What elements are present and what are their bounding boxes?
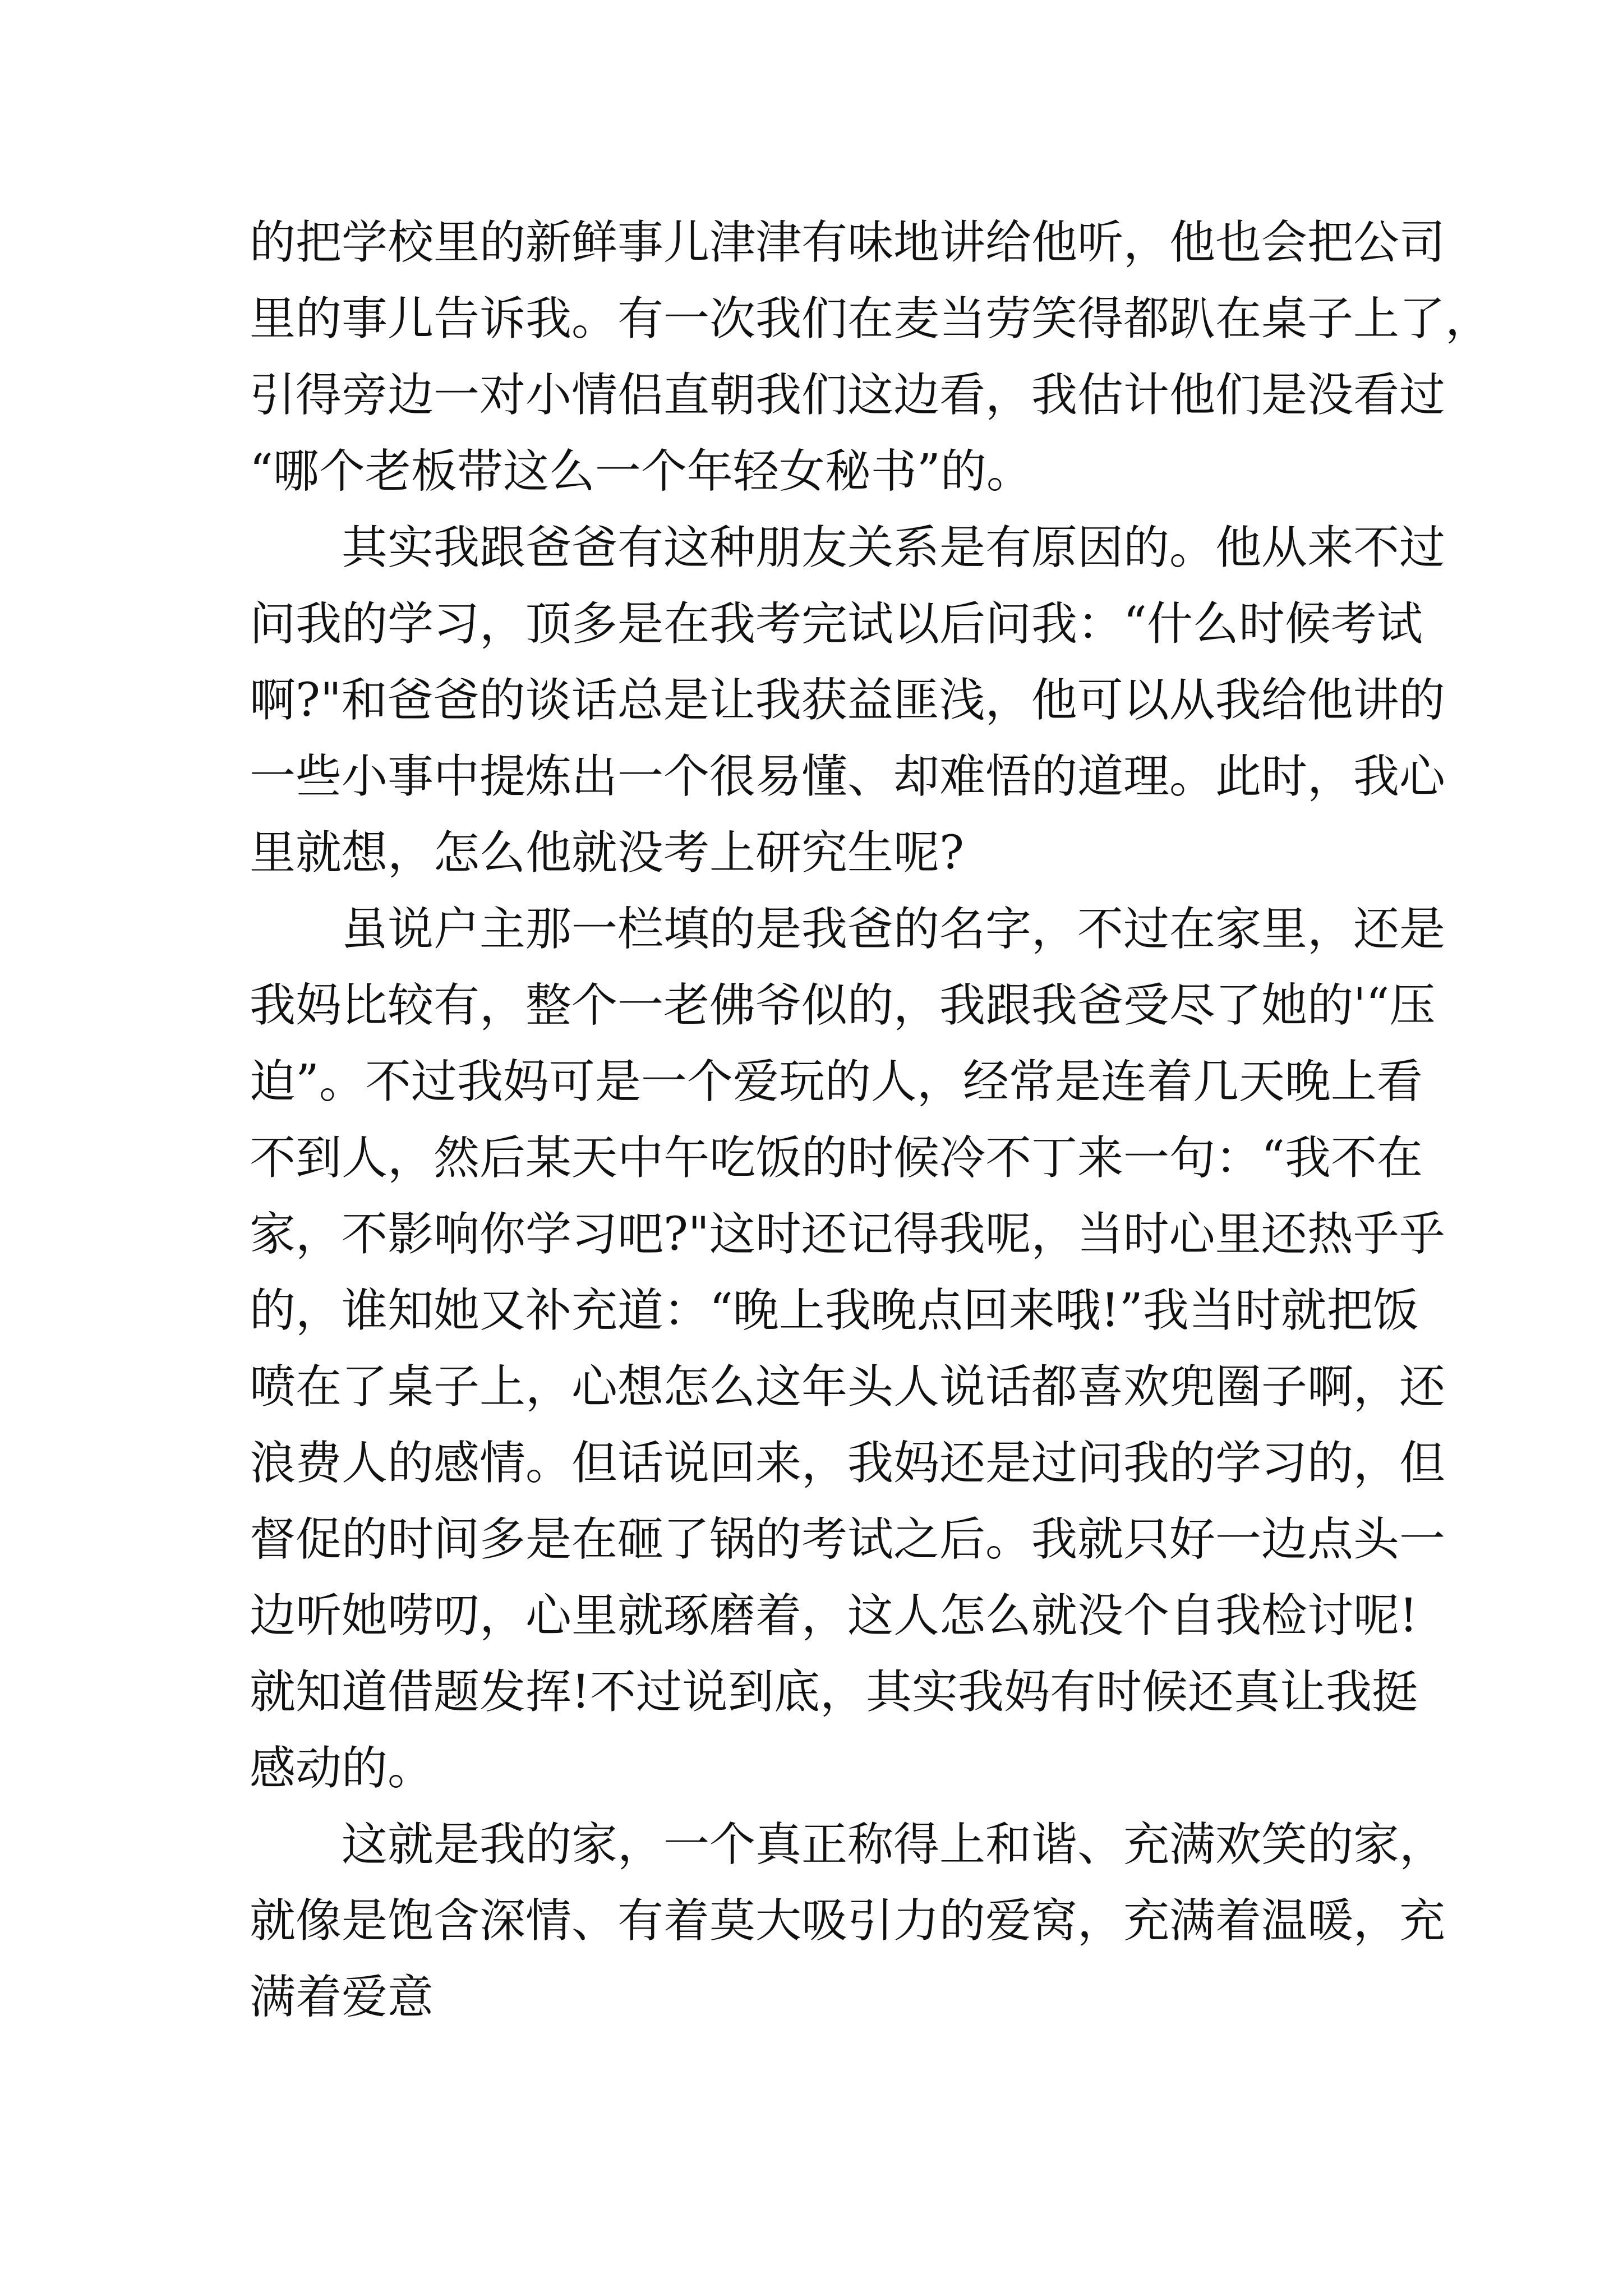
text-line: 的，谁知她又补充道：“晚上我晚点回来哦!”我当时就把饭 [250,1284,1419,1337]
text-line: 就像是饱含深情、有着莫大吸引力的爱窝，充满着温暖，充 [250,1894,1446,1948]
text-line: 一些小事中提炼出一个很易懂、却难悟的道理。此时，我心 [250,750,1446,803]
text-line: 里的事儿告诉我。有一次我们在麦当劳笑得都趴在桌子上了， [250,292,1492,346]
document-body-text [250,205,1492,2036]
text-line: 这就是我的家，一个真正称得上和谐、充满欢笑的家， [250,1818,1446,1871]
text-line: 我妈比较有，整个一老佛爷似的，我跟我爸受尽了她的'“压 [250,979,1436,1032]
text-line: 啊?"和爸爸的谈话总是让我获益匪浅，他可以从我给他讲的 [250,674,1445,727]
text-line: 边听她唠叨，心里就琢磨着，这人怎么就没个自我检讨呢! [250,1589,1418,1642]
text-line: 里就想，怎么他就没考上研究生呢? [250,826,964,880]
text-line: 引得旁边一对小情侣直朝我们这边看，我估计他们是没看过 [250,369,1446,422]
text-line: 督促的时间多是在砸了锅的考试之后。我就只好一边点头一 [250,1513,1446,1566]
text-line: 浪费人的感情。但话说回来，我妈还是过问我的学习的，但 [250,1437,1446,1490]
text-line: 迫”。不过我妈可是一个爱玩的人，经常是连着几天晚上看 [250,1055,1423,1108]
text-line: 其实我跟爸爸有这种朋友关系是有原因的。他从来不过 [250,521,1446,574]
text-line: 家，不影响你学习吧?"这时还记得我呢，当时心里还热乎乎 [250,1208,1445,1261]
text-line: 虽说户主那一栏填的是我爸的名字，不过在家里，还是 [250,903,1446,956]
text-line: 就知道借题发挥!不过说到底，其实我妈有时候还真让我挺 [250,1665,1418,1719]
text-line: 喷在了桌子上，心想怎么这年头人说话都喜欢兜圈子啊，还 [250,1360,1446,1414]
text-line: 不到人，然后某天中午吃饭的时候冷不丁来一句：“我不在 [250,1131,1423,1185]
text-line: “哪个老板带这么一个年轻女秘书”的。 [250,445,1032,498]
text-line: 的把学校里的新鲜事儿津津有味地讲给他听，他也会把公司 [250,216,1446,269]
text-line: 问我的学习，顶多是在我考完试以后问我：“什么时候考试 [250,597,1423,651]
text-line: 满着爱意 [250,1971,434,2024]
text-line: 感动的。 [250,1742,434,1795]
